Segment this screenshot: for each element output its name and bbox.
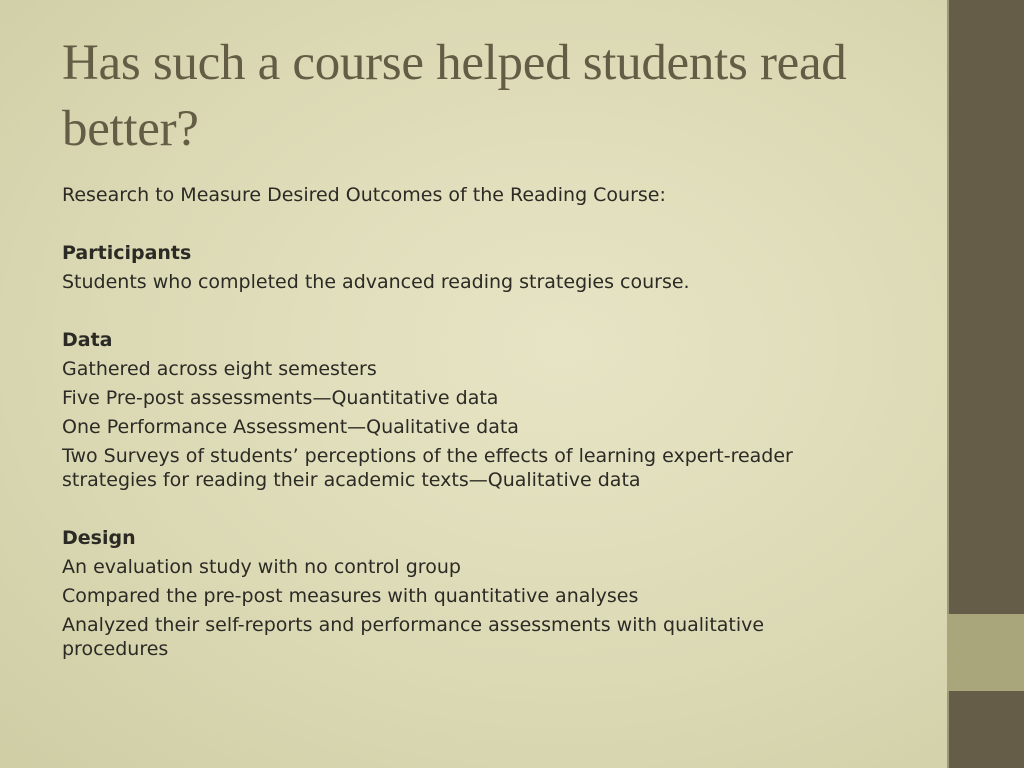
spacer (62, 297, 862, 326)
design-item: Analyzed their self-reports and performance assessments with qualitative procedures (62, 614, 765, 660)
data-item: Gathered across eight semesters (62, 358, 377, 380)
participants-item: Students who completed the advanced reading strategies course. (62, 271, 690, 293)
design-item: An evaluation study with no control group (62, 556, 461, 578)
sidebar-accent-block (947, 614, 1024, 691)
data-heading: Data (62, 329, 113, 351)
design-item: Compared the pre-post measures with quantitative analyses (62, 585, 639, 607)
data-item: One Performance Assessment—Qualitative data (62, 416, 519, 438)
participants-heading: Participants (62, 242, 192, 264)
spacer (62, 210, 862, 239)
data-item: Five Pre-post assessments—Quantitative data (62, 387, 499, 409)
intro-text: Research to Measure Desired Outcomes of the Reading Course: (62, 184, 666, 206)
data-item: Two Surveys of students’ perceptions of the effects of learning expert-reader strategies for reading their academic texts—Qualitative data (62, 445, 793, 491)
slide-body (62, 181, 862, 664)
spacer (62, 495, 862, 524)
design-heading: Design (62, 527, 136, 549)
slide-title: Has such a course helped students read better? (62, 35, 847, 157)
